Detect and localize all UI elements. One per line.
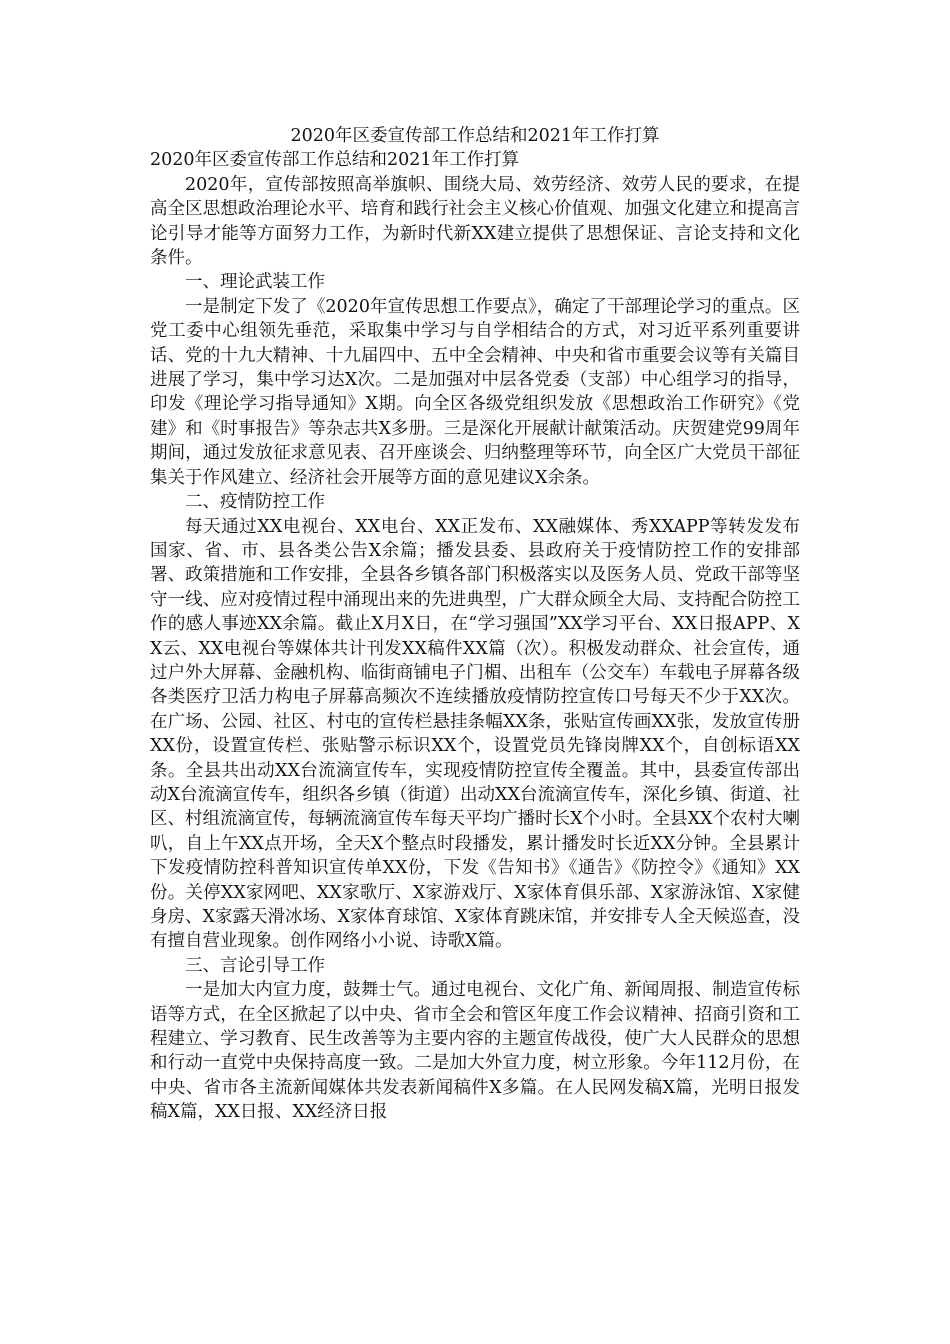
intro-paragraph: 2020年，宣传部按照高举旗帜、围绕大局、效劳经济、效劳人民的要求，在提高全区思想政治理论水平、培育和践行社会主义核心价值观、加强文化建立和提高言论引导才能等方面努力工作，为新时代新XX建立提供了思想保证、言论支持和文化条件。	[150, 174, 800, 269]
section-body-opinion: 一是加大内宣力度，鼓舞士气。通过电视台、文化广角、新闻周报、制造宣传标语等方式，在全区掀起了以中央、省市全会和管区年度工作会议精神、招商引资和工程建立、学习教育、民生改善等为主要内容的主题宣传战役，使广大人民群众的思想和行动一直党中央保持高度一致。二是加大外宣力度，树立形象。今年112月份，在中央、省市各主流新闻媒体共发表新闻稿件X多篇。在人民网发稿X篇，光明日报发稿X篇，XX日报、XX经济日报	[150, 980, 800, 1123]
document-title: 2020年区委宣传部工作总结和2021年工作打算	[290, 126, 660, 146]
section-heading-epidemic: 二、疫情防控工作	[185, 492, 325, 513]
section-heading-theory: 一、理论武装工作	[185, 272, 325, 293]
section-body-theory: 一是制定下发了《2020年宣传思想工作要点》，确定了干部理论学习的重点。区党工委中心组领先垂范，采取集中学习与自学相结合的方式，对习近平系列重要讲话、党的十九大精神、十九届四中、五中全会精神、中央和省市重要会议等有关篇目进展了学习，集中学习达X次。二是加强对中层各党委（支部）中心组学习的指导，印发《理论学习指导通知》X期。向全区各级党组织发放《思想政治工作研究》《党建》和《时事报告》等杂志共X多册。三是深化开展献计献策活动。庆贺建党99周年期间，通过发放征求意见表、召开座谈会、归纳整理等环节，向全区广大党员干部征集关于作风建立、经济社会开展等方面的意见建议X余条。	[150, 296, 800, 488]
section-heading-opinion: 三、言论引导工作	[185, 955, 325, 976]
section-body-epidemic: 每天通过XX电视台、XX电台、XX正发布、XX融媒体、秀XXAPP等转发发布国家、省、市、县各类公告X余篇；播发县委、县政府关于疫情防控工作的安排部署、政策措施和工作安排，全县各乡镇各部门积极落实以及医务人员、党政干部等坚守一线、应对疫情过程中涌现出来的先进典型，广大群众顾全大局、支持配合防控工作的感人事迹XX余篇。截止X月X日，在“学习强国”XX学习平台、XX日报APP、XX云、XX电视台等媒体共计刊发XX稿件XX篇（次）。积极发动群众、社会宣传，通过户外大屏幕、金融机构、临街商铺电子门楣、出租车（公交车）车载电子屏幕各级各类医疗卫活力构电子屏幕高频次不连续播放疫情防控宣传口号每天不少于XX次。在广场、公园、社区、村屯的宣传栏悬挂条幅XX条，张贴宣传画XX张，发放宣传册XX份，设置宣传栏、张贴警示标识XX个，设置党员先锋岗牌XX个，自创标语XX条。全县共出动XX台流滴宣传车，实现疫情防控宣传全覆盖。其中，县委宣传部出动X台流滴宣传车，组织各乡镇（街道）出动XX台流滴宣传车，深化乡镇、街道、社区、村组流滴宣传，每辆流滴宣传车每天平均广播时长X个小时。全县XX个农村大喇叭，自上午XX点开场，全天X个整点时段播发，累计播发时长近XX分钟。全县累计下发疫情防控科普知识宣传单XX份，下发《告知书》《通告》《防控令》《通知》XX份。关停XX家网吧、XX家歌厅、X家游戏厅、X家体育俱乐部、X家游泳馆、X家健身房、X家露天滑冰场、X家体育球馆、X家体育跳床馆，并安排专人全天候巡查，没有擅自营业现象。创作网络小小说、诗歌X篇。	[150, 516, 800, 952]
document-page	[150, 124, 800, 1125]
document-subtitle: 2020年区委宣传部工作总结和2021年工作打算	[150, 150, 520, 171]
